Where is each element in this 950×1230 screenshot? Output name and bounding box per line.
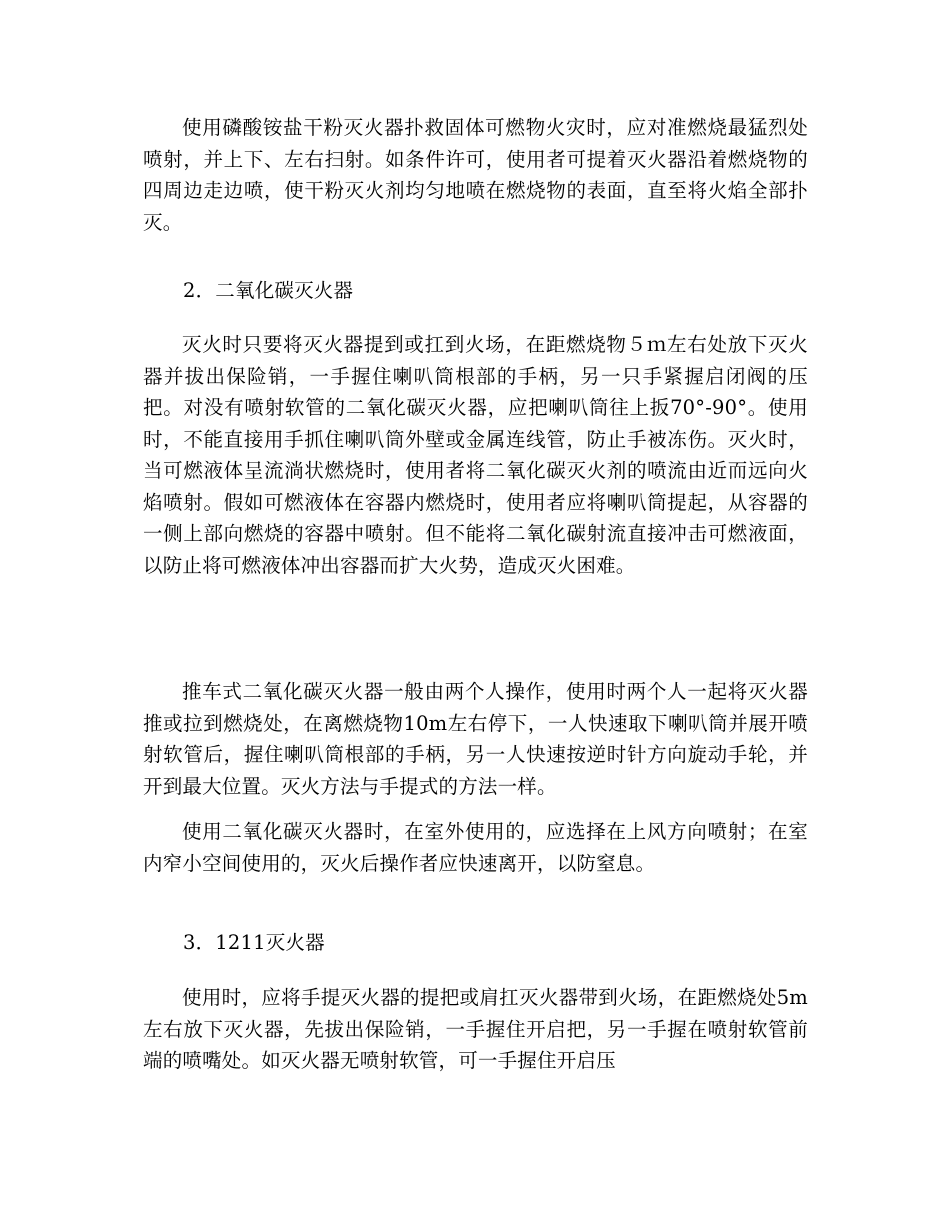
section-heading-1211-extinguisher: 3．1211灭火器 (183, 931, 325, 954)
paragraph-co2-precautions: 使用二氧化碳灭火器时，在室外使用的，应选择在上风方向喷射；在室内窄小空间使用的，灭火后操作者应快速离开，以防窒息。 (143, 820, 808, 875)
paragraph-1211-usage: 使用时，应将手提灭火器的提把或肩扛灭火器带到火场，在距燃烧处5m左右放下灭火器，先拔出保险销，一手握住开启把，另一手握在喷射软管前端的喷嘴处。如灭火器无喷射软管，可一手握住开启压 (143, 986, 808, 1072)
paragraph-dry-powder-usage: 使用磷酸铵盐干粉灭火器扑救固体可燃物火灾时，应对准燃烧最猛烈处喷射，并上下、左右扫射。如条件许可，使用者可提着灭火器沿着燃烧物的四周边走边喷，使干粉灭火剂均匀地喷在燃烧物的表面，直至将火焰全部扑灭。 (143, 116, 808, 234)
paragraph-co2-usage: 灭火时只要将灭火器提到或扛到火场，在距燃烧物５ｍ左右处放下灭火器并拔出保险销，一手握住喇叭筒根部的手柄，另一只手紧握启闭阀的压把。对没有喷射软管的二氧化碳灭火器，应把喇叭筒往上扳70°-90°。使用时，不能直接用手抓住喇叭筒外壁或金属连线管，防止手被冻伤。灭火时，当可燃液体呈流淌状燃烧时，使用者将二氧化碳灭火剂的喷流由近而远向火焰喷射。假如可燃液体在容器内燃烧时，使用者应将喇叭筒提起，从容器的一侧上部向燃烧的容器中喷射。但不能将二氧化碳射流直接冲击可燃液面，以防止将可燃液体冲出容器而扩大火势，造成灭火困难。 (143, 333, 808, 577)
section-heading-co2-extinguisher: 2．二氧化碳灭火器 (183, 279, 354, 302)
paragraph-co2-cart-usage: 推车式二氧化碳灭火器一般由两个人操作，使用时两个人一起将灭火器推或拉到燃烧处，在离燃烧物10m左右停下，一人快速取下喇叭筒并展开喷射软管后，握住喇叭筒根部的手柄，另一人快速按逆时针方向旋动手轮，并开到最大位置。灭火方法与手提式的方法一样。 (143, 680, 808, 798)
